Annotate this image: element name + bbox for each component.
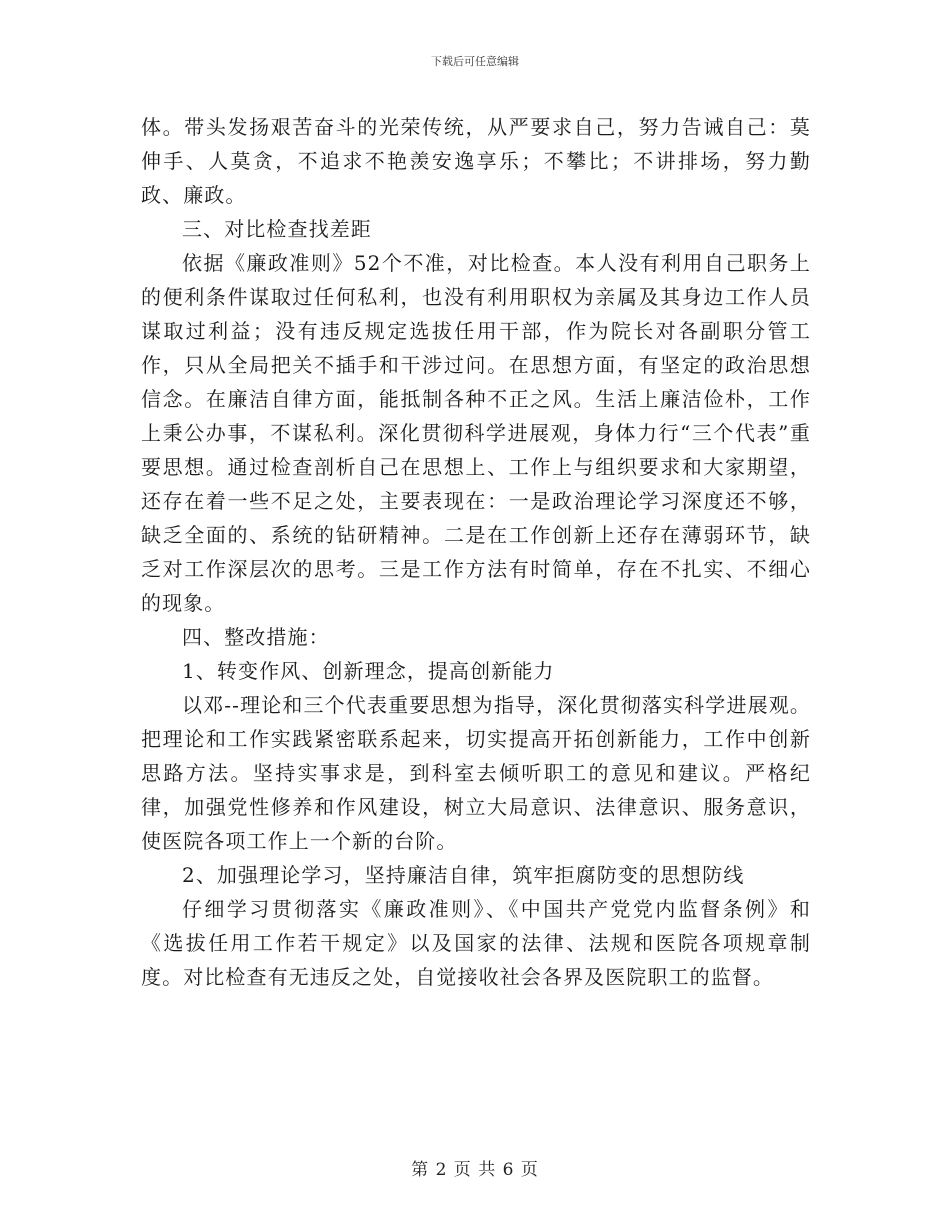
paragraph-measure-2: 仔细学习贯彻落实《廉政准则》、《中国共产党党内监督条例》和《选拔任用工作若干规定》以及国家的法律、法规和医院各项规章制度。对比检查有无违反之处，自觉接收社会各界及医院职工的监督。	[141, 897, 811, 989]
page-header-note: 下载后可任意编辑	[431, 55, 519, 68]
paragraph-self-check: 依据《廉政准则》52个不准，对比检查。本人没有利用自己职务上的便利条件谋取过任何私利，也没有利用职权为亲属及其身边工作人员谋取过利益；没有违反规定选拔任用干部，作为院长对各副职分管工作，只从全局把关不插手和干涉过问。在思想方面，有坚定的政治思想信念。在廉洁自律方面，能抵制各种不正之风。生活上廉洁俭朴，工作上秉公办事，不谋私利。深化贯彻科学进展观，身体力行“三个代表”重要思想。通过检查剖析自己在思想上、工作上与组织要求和大家期望，还存在着一些不足之处，主要表现在：一是政治理论学习深度还不够，缺乏全面的、系统的钻研精神。二是在工作创新上还存在薄弱环节，缺乏对工作深层次的思考。三是工作方法有时简单，存在不扎实、不细心的现象。	[141, 251, 811, 615]
document-body	[141, 110, 811, 994]
section-heading-rectification: 四、整改措施：	[182, 625, 330, 649]
page-number: 第 2 页 共 6 页	[411, 1160, 539, 1180]
subheading-measure-2: 2、加强理论学习，坚持廉洁自律，筑牢拒腐防变的思想防线	[182, 863, 745, 887]
paragraph-continuation: 体。带头发扬艰苦奋斗的光荣传统，从严要求自己，努力告诫自己：莫伸手、人莫贪，不追求不艳羡安逸享乐；不攀比；不讲排场，努力勤政、廉政。	[141, 115, 811, 207]
section-heading-comparison: 三、对比检查找差距	[182, 217, 372, 241]
subheading-measure-1: 1、转变作风、创新理念，提高创新能力	[182, 659, 555, 683]
paragraph-measure-1: 以邓--理论和三个代表重要思想为指导，深化贯彻落实科学进展观。把理论和工作实践紧密联系起来，切实提高开拓创新能力，工作中创新思路方法。坚持实事求是，到科室去倾听职工的意见和建议。严格纪律，加强党性修养和作风建设，树立大局意识、法律意识、服务意识，使医院各项工作上一个新的台阶。	[141, 693, 811, 853]
